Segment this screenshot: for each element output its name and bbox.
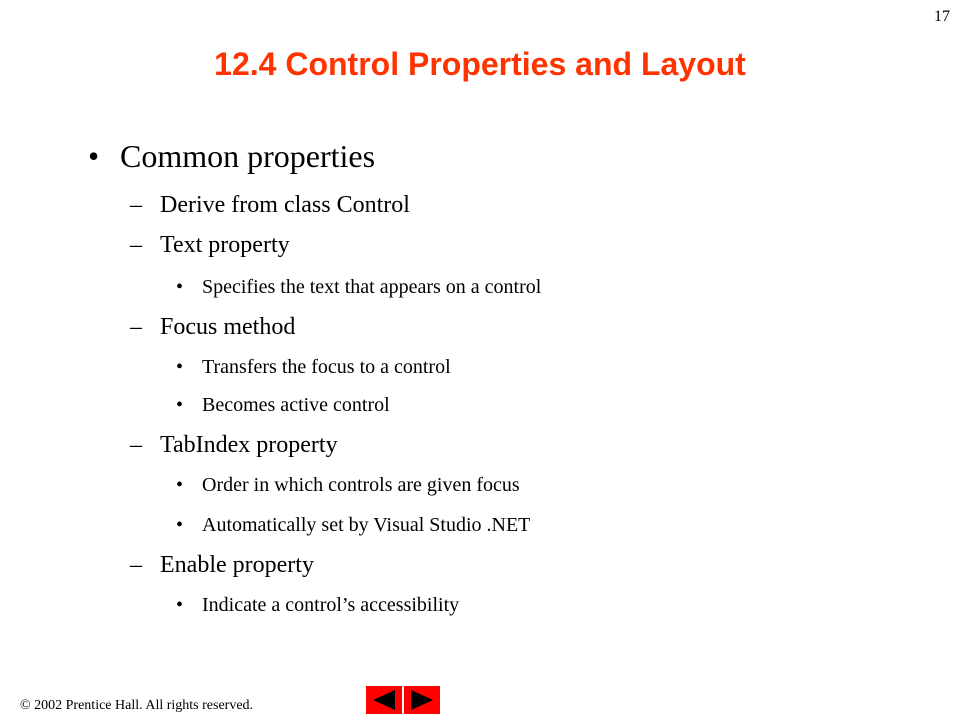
- bullet-marker: •: [176, 356, 184, 378]
- bullet-marker: •: [176, 394, 184, 416]
- dash-marker: –: [130, 232, 142, 258]
- subbullet-text: Derive from class Control: [160, 192, 410, 218]
- detail-text: Order in which controls are given focus: [202, 474, 520, 496]
- dash-marker: –: [130, 314, 142, 340]
- copyright-footer: © 2002 Prentice Hall. All rights reserved.: [20, 698, 254, 713]
- dash-marker: –: [130, 192, 142, 218]
- subbullet-text: Focus method: [160, 314, 296, 340]
- bullet-marker: •: [176, 474, 184, 496]
- slide-navigation: [366, 686, 440, 714]
- bullet-text: Common properties: [120, 138, 376, 174]
- dash-marker: –: [130, 552, 142, 578]
- subbullet-text: Text property: [160, 232, 290, 258]
- slide-number: 17: [934, 8, 950, 25]
- bullet-marker: •: [176, 594, 184, 616]
- subbullet-text: TabIndex property: [160, 432, 338, 458]
- detail-text: Specifies the text that appears on a control: [202, 276, 542, 298]
- bullet-marker: •: [176, 276, 184, 298]
- triangle-left-icon: [371, 689, 397, 711]
- previous-slide-button[interactable]: [366, 686, 402, 714]
- detail-text: Indicate a control’s accessibility: [202, 594, 460, 616]
- slide-title: 12.4 Control Properties and Layout: [214, 46, 746, 82]
- triangle-right-icon: [409, 689, 435, 711]
- detail-text: Becomes active control: [202, 394, 390, 416]
- bullet-marker: •: [88, 138, 100, 174]
- detail-text: Automatically set by Visual Studio .NET: [202, 514, 531, 536]
- dash-marker: –: [130, 432, 142, 458]
- next-slide-button[interactable]: [404, 686, 440, 714]
- bullet-marker: •: [176, 514, 184, 536]
- detail-text: Transfers the focus to a control: [202, 356, 451, 378]
- subbullet-text: Enable property: [160, 552, 314, 578]
